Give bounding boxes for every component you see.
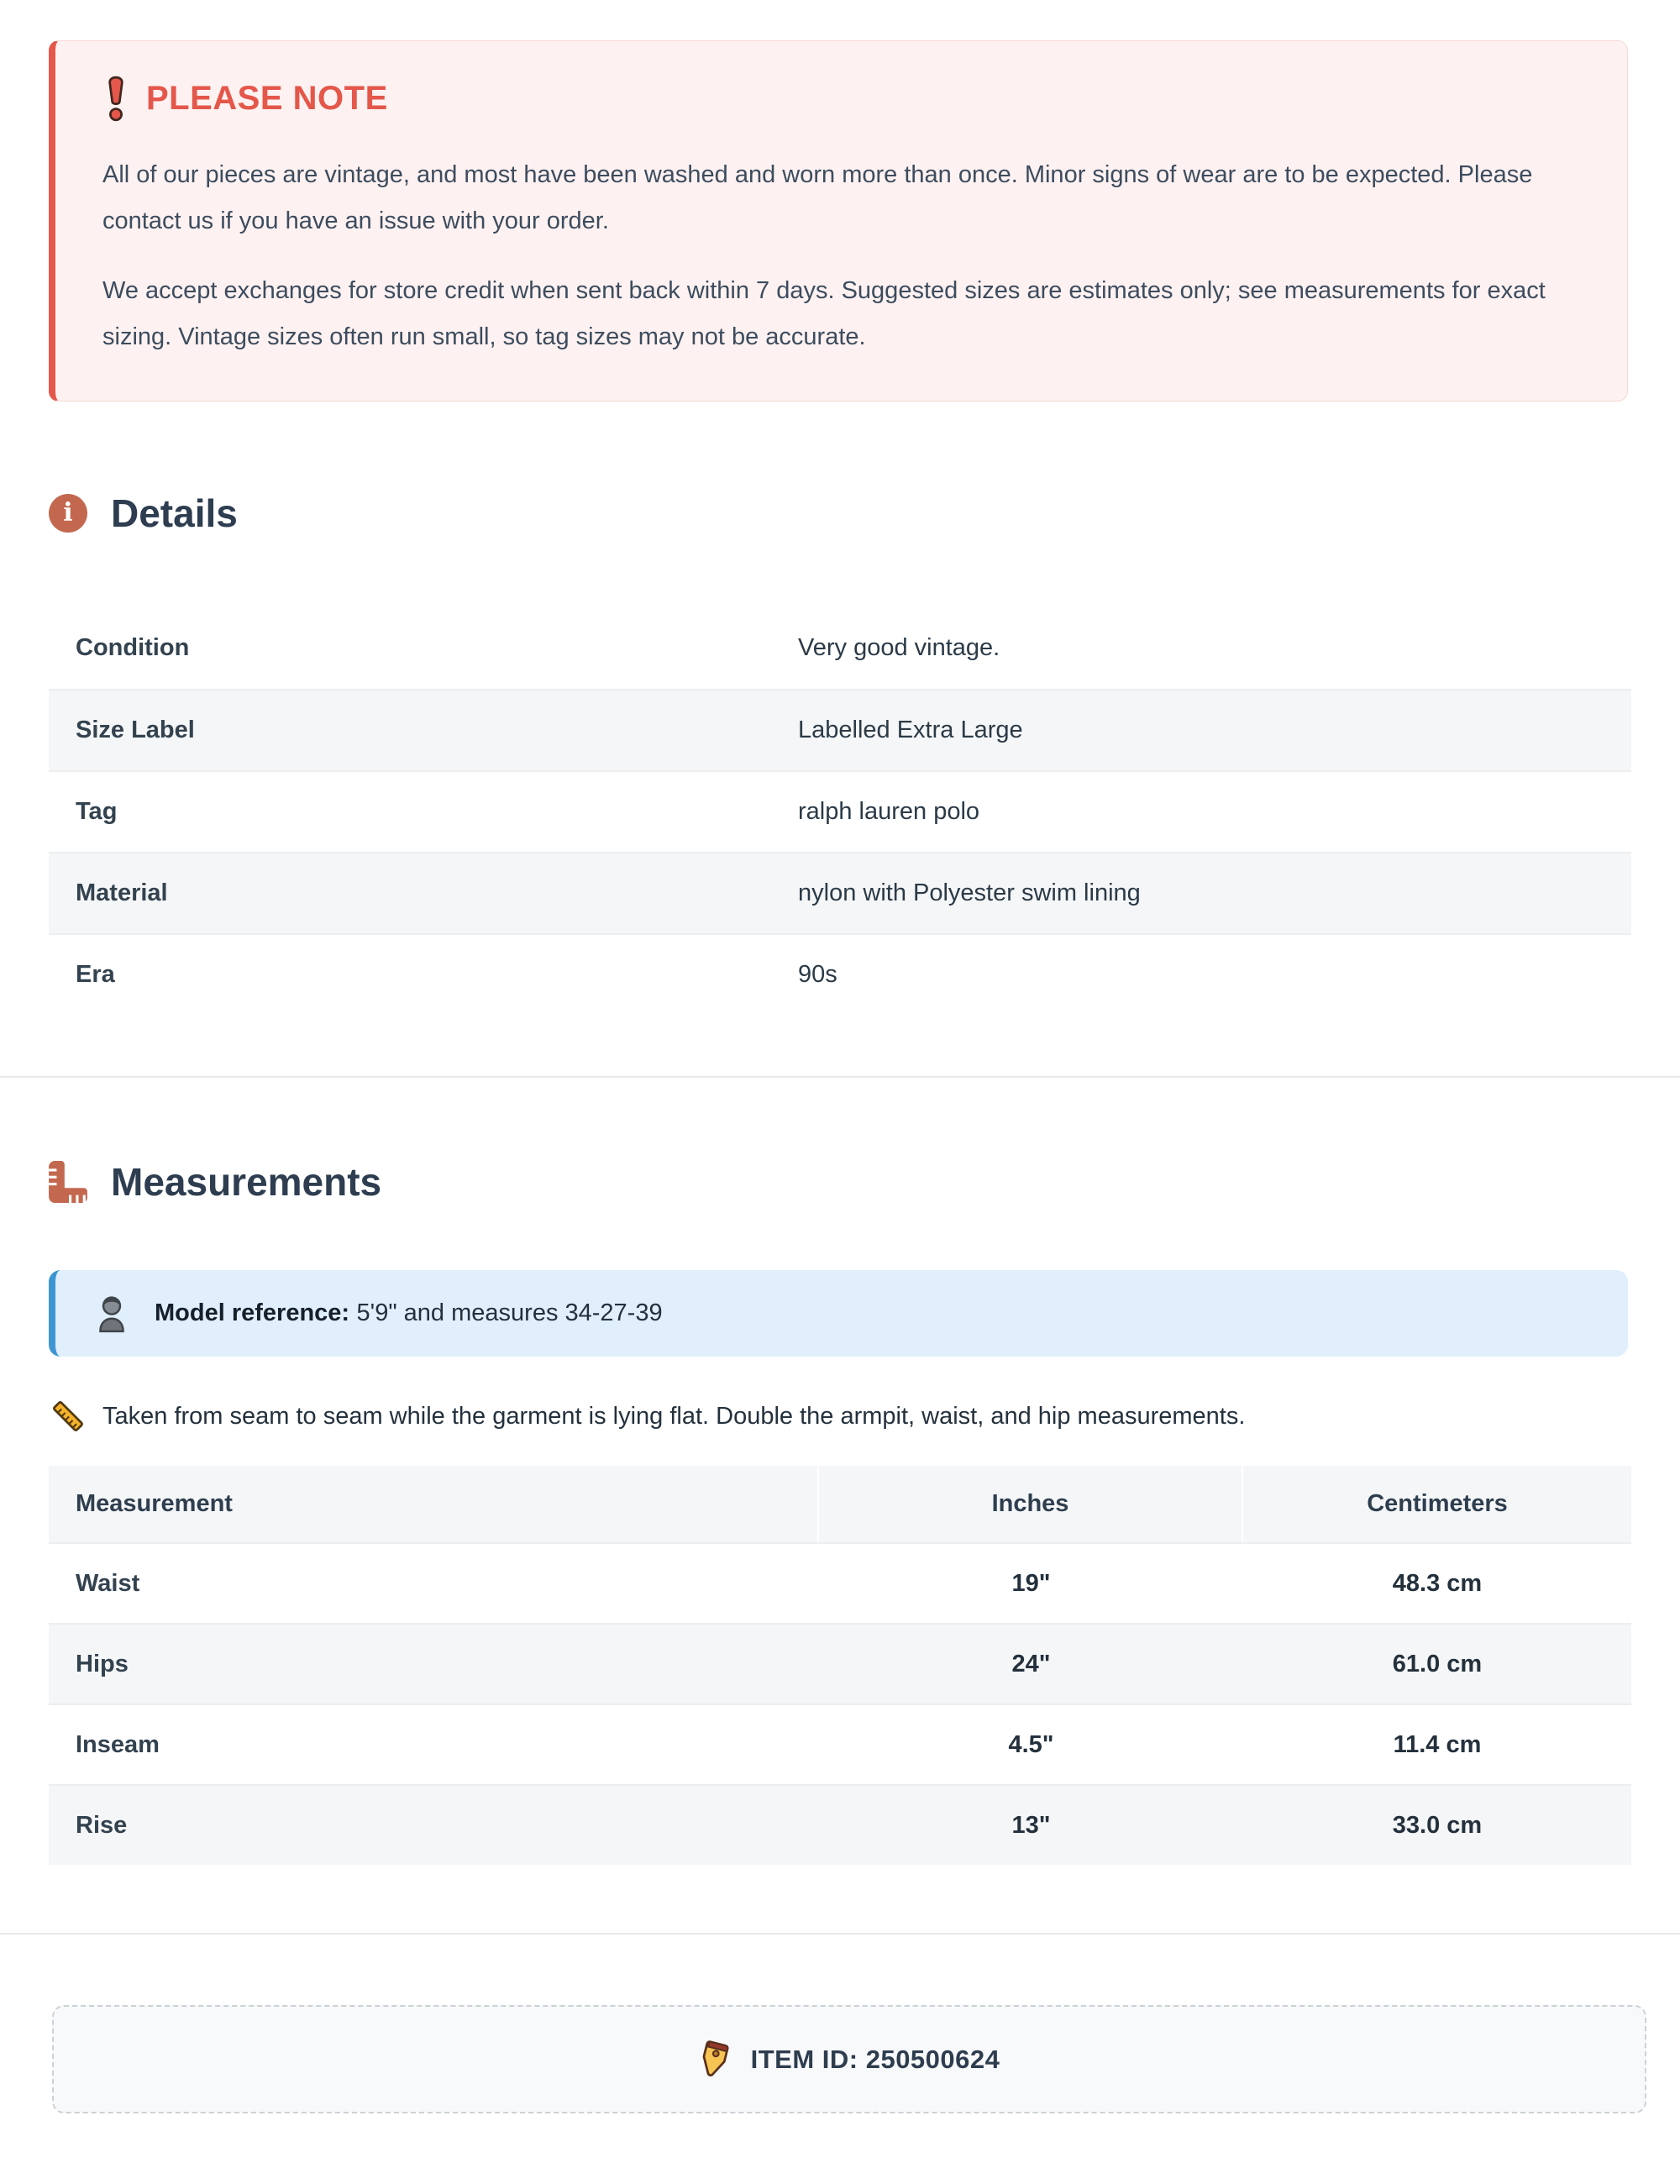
model-reference-label: Model reference: xyxy=(155,1299,350,1326)
table-row xyxy=(49,689,1631,770)
info-icon: i xyxy=(49,494,87,533)
alert-title: PLEASE NOTE xyxy=(146,79,388,117)
measurements-heading: Measurements xyxy=(111,1160,382,1204)
table-row xyxy=(49,1704,1631,1784)
column-header: Inches xyxy=(819,1466,1243,1542)
measurement-cm: 61.0 cm xyxy=(1392,1650,1483,1677)
detail-label: Era xyxy=(76,961,115,988)
measurement-inches: 4.5" xyxy=(1008,1730,1054,1758)
alert-paragraph-2: We accept exchanges for store credit when sent back within 7 days. Suggested sizes are estimates only; see measurements for exact sizing. Vintage sizes often run small, so tag sizes may not be accurate. xyxy=(102,277,1546,350)
measurement-name: Hips xyxy=(76,1650,129,1677)
item-id-box xyxy=(52,2005,1646,2113)
details-table xyxy=(49,607,1631,1015)
measurement-inches: 19" xyxy=(1011,1569,1051,1597)
table-row xyxy=(49,933,1631,1015)
measurement-inches: 13" xyxy=(1011,1811,1051,1839)
model-reference-callout xyxy=(49,1270,1628,1357)
table-row xyxy=(49,770,1631,852)
ruler-combined-icon xyxy=(49,1161,87,1203)
detail-label: Material xyxy=(76,879,168,906)
bust-icon xyxy=(94,1294,129,1333)
measurement-name: Rise xyxy=(76,1811,128,1839)
detail-value: Labelled Extra Large xyxy=(798,717,1023,743)
table-row xyxy=(49,1784,1631,1865)
ruler-icon xyxy=(50,1399,86,1434)
measurement-cm: 11.4 cm xyxy=(1393,1730,1482,1758)
model-reference-value: 5'9" and measures 34-27-39 xyxy=(356,1299,663,1326)
measurement-inches: 24" xyxy=(1011,1650,1051,1677)
table-row xyxy=(49,607,1631,689)
column-header: Centimeters xyxy=(1367,1490,1508,1517)
measurement-cm: 33.0 cm xyxy=(1392,1811,1483,1839)
detail-label: Tag xyxy=(76,798,118,825)
item-id-text: ITEM ID: 250500624 xyxy=(750,2044,1000,2074)
tag-icon xyxy=(699,2040,731,2079)
alert-paragraph-1: All of our pieces are vintage, and most have been washed and worn more than once. Minor signs of wear are to be expected. Please contact us if you have an issue with your order. xyxy=(102,161,1533,234)
measurements-table-header xyxy=(49,1466,1631,1542)
measurement-name: Inseam xyxy=(76,1730,160,1758)
detail-value: Very good vintage. xyxy=(798,634,1000,661)
table-row xyxy=(49,1542,1631,1623)
details-heading: Details xyxy=(111,491,238,535)
section-divider xyxy=(0,1933,1680,1935)
measurement-note-text: Taken from seam to seam while the garment is lying flat. Double the armpit, waist, and hip measurements. xyxy=(102,1402,1246,1430)
detail-value: 90s xyxy=(798,961,837,988)
measurements-table xyxy=(49,1466,1631,1865)
measurement-note xyxy=(50,1399,1628,1434)
detail-value: nylon with Polyester swim lining xyxy=(798,879,1141,906)
detail-label: Condition xyxy=(76,634,190,661)
table-row xyxy=(49,1623,1631,1704)
please-note-alert xyxy=(49,40,1628,402)
measurement-cm: 48.3 cm xyxy=(1392,1569,1483,1597)
exclamation-icon xyxy=(102,75,129,122)
table-row xyxy=(49,852,1631,933)
column-header: Measurement xyxy=(49,1466,819,1542)
detail-label: Size Label xyxy=(76,717,195,743)
detail-value: ralph lauren polo xyxy=(798,798,980,825)
measurement-name: Waist xyxy=(76,1569,140,1597)
measurements-section-header xyxy=(49,1159,1680,1205)
alert-header xyxy=(102,75,1582,122)
details-section-header xyxy=(49,491,1680,536)
section-divider xyxy=(0,1076,1680,1078)
